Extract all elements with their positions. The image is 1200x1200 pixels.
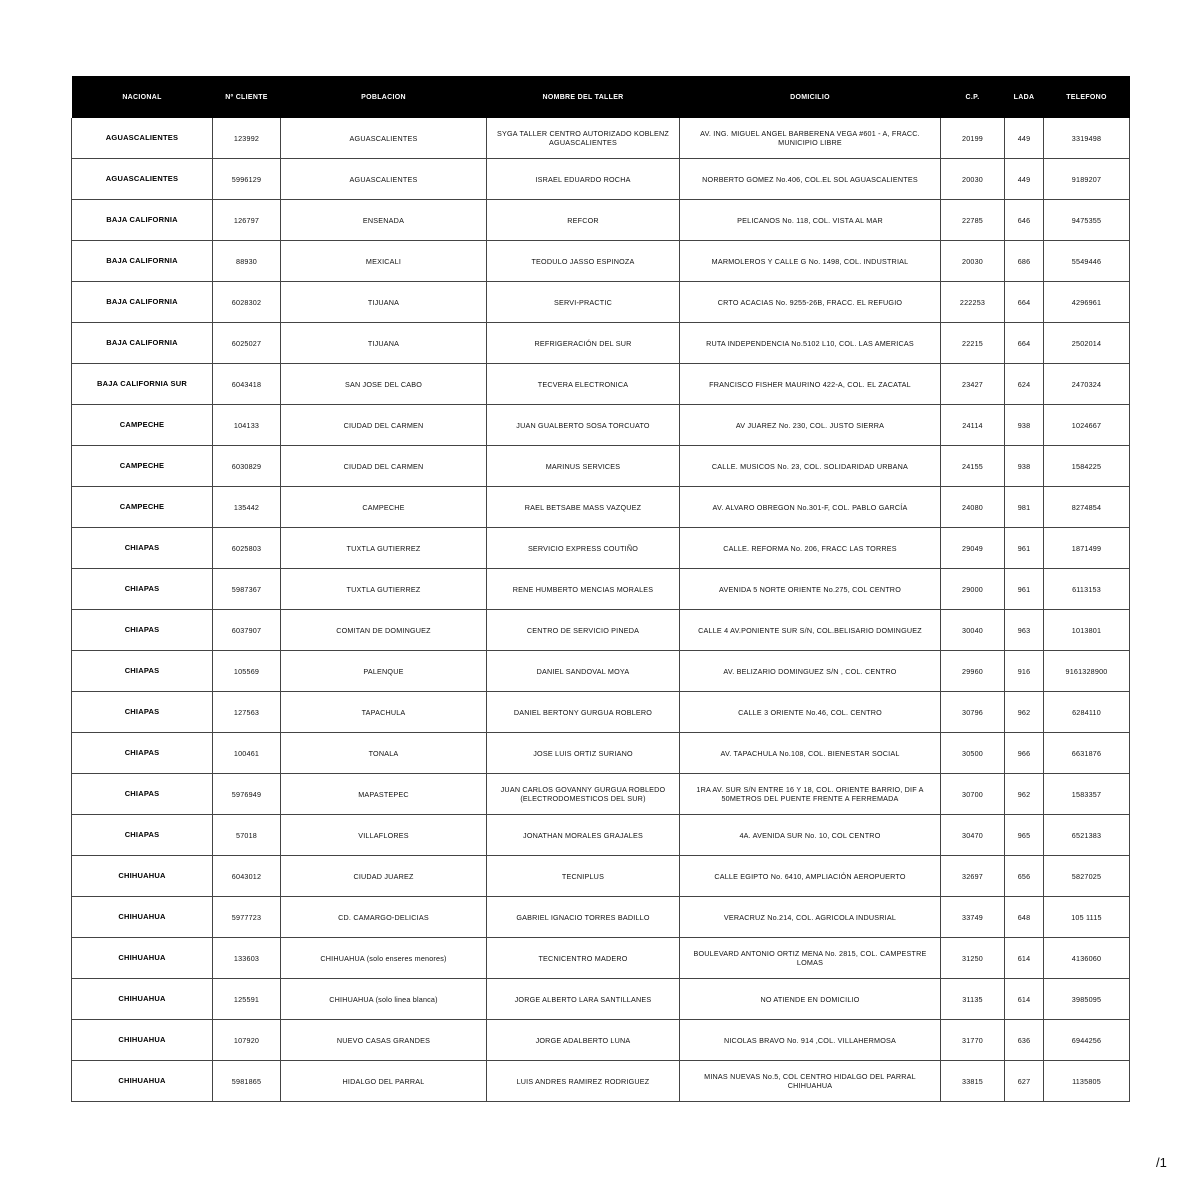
table-row	[72, 815, 1130, 856]
area-code-cell: 636	[1005, 1020, 1044, 1061]
phone-cell: 2502014	[1044, 323, 1130, 364]
state-cell: CHIAPAS	[72, 774, 213, 815]
header-telefono: TELEFONO	[1044, 76, 1130, 118]
address-cell: NICOLAS BRAVO No. 914 ,COL. VILLAHERMOSA	[680, 1020, 941, 1061]
city-cell: CHIHUAHUA (solo enseres menores)	[281, 938, 487, 979]
client-number-cell: 6043012	[213, 856, 281, 897]
workshop-name-cell: TEODULO JASSO ESPINOZA	[487, 241, 680, 282]
area-code-cell: 966	[1005, 733, 1044, 774]
address-cell: AV. ALVARO OBREGON No.301-F, COL. PABLO GARCÍA	[680, 487, 941, 528]
header-lada: LADA	[1005, 76, 1044, 118]
workshop-name-cell: DANIEL SANDOVAL MOYA	[487, 651, 680, 692]
state-cell: CHIAPAS	[72, 610, 213, 651]
postal-code-cell: 23427	[941, 364, 1005, 405]
table-row	[72, 1020, 1130, 1061]
postal-code-cell: 20030	[941, 159, 1005, 200]
service-centers-table-container	[71, 76, 1129, 1102]
client-number-cell: 88930	[213, 241, 281, 282]
phone-cell: 9475355	[1044, 200, 1130, 241]
area-code-cell: 656	[1005, 856, 1044, 897]
phone-cell: 1024667	[1044, 405, 1130, 446]
city-cell: CD. CAMARGO-DELICIAS	[281, 897, 487, 938]
client-number-cell: 5981865	[213, 1061, 281, 1102]
address-cell: PELICANOS No. 118, COL. VISTA AL MAR	[680, 200, 941, 241]
area-code-cell: 664	[1005, 282, 1044, 323]
city-cell: MEXICALI	[281, 241, 487, 282]
state-cell: CHIHUAHUA	[72, 856, 213, 897]
area-code-cell: 627	[1005, 1061, 1044, 1102]
city-cell: ENSENADA	[281, 200, 487, 241]
area-code-cell: 962	[1005, 774, 1044, 815]
client-number-cell: 5976949	[213, 774, 281, 815]
address-cell: AV. TAPACHULA No.108, COL. BIENESTAR SOCIAL	[680, 733, 941, 774]
workshop-name-cell: JORGE ALBERTO LARA SANTILLANES	[487, 979, 680, 1020]
client-number-cell: 6025803	[213, 528, 281, 569]
service-centers-table	[71, 76, 1130, 1102]
workshop-name-cell: TECVERA ELECTRONICA	[487, 364, 680, 405]
city-cell: PALENQUE	[281, 651, 487, 692]
city-cell: TIJUANA	[281, 282, 487, 323]
phone-cell: 6284110	[1044, 692, 1130, 733]
client-number-cell: 133603	[213, 938, 281, 979]
area-code-cell: 965	[1005, 815, 1044, 856]
table-row	[72, 528, 1130, 569]
client-number-cell: 125591	[213, 979, 281, 1020]
area-code-cell: 614	[1005, 938, 1044, 979]
city-cell: TONALA	[281, 733, 487, 774]
table-row	[72, 405, 1130, 446]
address-cell: AVENIDA 5 NORTE ORIENTE No.275, COL CENTRO	[680, 569, 941, 610]
workshop-name-cell: RAEL BETSABE MASS VAZQUEZ	[487, 487, 680, 528]
area-code-cell: 686	[1005, 241, 1044, 282]
workshop-name-cell: SERVI-PRACTIC	[487, 282, 680, 323]
state-cell: CHIAPAS	[72, 651, 213, 692]
postal-code-cell: 30796	[941, 692, 1005, 733]
state-cell: CHIAPAS	[72, 528, 213, 569]
postal-code-cell: 31135	[941, 979, 1005, 1020]
state-cell: CAMPECHE	[72, 446, 213, 487]
postal-code-cell: 24114	[941, 405, 1005, 446]
postal-code-cell: 20199	[941, 118, 1005, 159]
state-cell: CHIHUAHUA	[72, 1061, 213, 1102]
table-row	[72, 159, 1130, 200]
table-row	[72, 1061, 1130, 1102]
table-row	[72, 241, 1130, 282]
header-nombre-taller: NOMBRE DEL TALLER	[487, 76, 680, 118]
phone-cell: 6113153	[1044, 569, 1130, 610]
phone-cell: 1583357	[1044, 774, 1130, 815]
phone-cell: 6944256	[1044, 1020, 1130, 1061]
area-code-cell: 938	[1005, 446, 1044, 487]
address-cell: AV JUAREZ No. 230, COL. JUSTO SIERRA	[680, 405, 941, 446]
city-cell: TUXTLA GUTIERREZ	[281, 528, 487, 569]
table-body	[72, 118, 1130, 1102]
area-code-cell: 624	[1005, 364, 1044, 405]
table-row	[72, 118, 1130, 159]
phone-cell: 9161328900	[1044, 651, 1130, 692]
workshop-name-cell: CENTRO DE SERVICIO PINEDA	[487, 610, 680, 651]
address-cell: MINAS NUEVAS No.5, COL CENTRO HIDALGO DEL PARRAL CHIHUAHUA	[680, 1061, 941, 1102]
phone-cell: 5549446	[1044, 241, 1130, 282]
city-cell: HIDALGO DEL PARRAL	[281, 1061, 487, 1102]
city-cell: CAMPECHE	[281, 487, 487, 528]
address-cell: VERACRUZ No.214, COL. AGRICOLA INDUSRIAL	[680, 897, 941, 938]
phone-cell: 3985095	[1044, 979, 1130, 1020]
state-cell: CHIHUAHUA	[72, 938, 213, 979]
table-row	[72, 897, 1130, 938]
client-number-cell: 135442	[213, 487, 281, 528]
workshop-name-cell: JUAN CARLOS GOVANNY GURGUA ROBLEDO (ELECTRODOMESTICOS DEL SUR)	[487, 774, 680, 815]
workshop-name-cell: REFRIGERACIÓN DEL SUR	[487, 323, 680, 364]
city-cell: CIUDAD JUAREZ	[281, 856, 487, 897]
city-cell: CIUDAD DEL CARMEN	[281, 405, 487, 446]
workshop-name-cell: JONATHAN MORALES GRAJALES	[487, 815, 680, 856]
phone-cell: 4136060	[1044, 938, 1130, 979]
state-cell: BAJA CALIFORNIA	[72, 200, 213, 241]
city-cell: AGUASCALIENTES	[281, 159, 487, 200]
phone-cell: 6521383	[1044, 815, 1130, 856]
phone-cell: 1871499	[1044, 528, 1130, 569]
postal-code-cell: 30500	[941, 733, 1005, 774]
header-domicilio: DOMICILIO	[680, 76, 941, 118]
postal-code-cell: 31250	[941, 938, 1005, 979]
phone-cell: 1135805	[1044, 1061, 1130, 1102]
state-cell: CHIHUAHUA	[72, 979, 213, 1020]
phone-cell: 6631876	[1044, 733, 1130, 774]
header-poblacion: POBLACION	[281, 76, 487, 118]
table-row	[72, 979, 1130, 1020]
postal-code-cell: 29049	[941, 528, 1005, 569]
postal-code-cell: 20030	[941, 241, 1005, 282]
state-cell: CHIHUAHUA	[72, 1020, 213, 1061]
address-cell: FRANCISCO FISHER MAURINO 422-A, COL. EL ZACATAL	[680, 364, 941, 405]
table-row	[72, 610, 1130, 651]
client-number-cell: 6043418	[213, 364, 281, 405]
phone-cell: 105 1115	[1044, 897, 1130, 938]
table-row	[72, 200, 1130, 241]
city-cell: SAN JOSE DEL CABO	[281, 364, 487, 405]
address-cell: NORBERTO GOMEZ No.406, COL.EL SOL AGUASCALIENTES	[680, 159, 941, 200]
postal-code-cell: 29960	[941, 651, 1005, 692]
client-number-cell: 57018	[213, 815, 281, 856]
postal-code-cell: 30700	[941, 774, 1005, 815]
client-number-cell: 5977723	[213, 897, 281, 938]
client-number-cell: 6030829	[213, 446, 281, 487]
area-code-cell: 916	[1005, 651, 1044, 692]
postal-code-cell: 33815	[941, 1061, 1005, 1102]
phone-cell: 1013801	[1044, 610, 1130, 651]
client-number-cell: 105569	[213, 651, 281, 692]
client-number-cell: 100461	[213, 733, 281, 774]
address-cell: CALLE 4 AV.PONIENTE SUR S/N, COL.BELISARIO DOMINGUEZ	[680, 610, 941, 651]
address-cell: MARMOLEROS Y CALLE G No. 1498, COL. INDUSTRIAL	[680, 241, 941, 282]
workshop-name-cell: JORGE ADALBERTO LUNA	[487, 1020, 680, 1061]
state-cell: AGUASCALIENTES	[72, 159, 213, 200]
workshop-name-cell: RENE HUMBERTO MENCIAS MORALES	[487, 569, 680, 610]
city-cell: TIJUANA	[281, 323, 487, 364]
postal-code-cell: 30040	[941, 610, 1005, 651]
area-code-cell: 449	[1005, 159, 1044, 200]
workshop-name-cell: JUAN GUALBERTO SOSA TORCUATO	[487, 405, 680, 446]
postal-code-cell: 24080	[941, 487, 1005, 528]
address-cell: CALLE 3 ORIENTE No.46, COL. CENTRO	[680, 692, 941, 733]
workshop-name-cell: LUIS ANDRES RAMIREZ RODRIGUEZ	[487, 1061, 680, 1102]
workshop-name-cell: TECNIPLUS	[487, 856, 680, 897]
postal-code-cell: 22785	[941, 200, 1005, 241]
area-code-cell: 614	[1005, 979, 1044, 1020]
workshop-name-cell: MARINUS SERVICES	[487, 446, 680, 487]
state-cell: BAJA CALIFORNIA	[72, 282, 213, 323]
area-code-cell: 938	[1005, 405, 1044, 446]
city-cell: AGUASCALIENTES	[281, 118, 487, 159]
area-code-cell: 981	[1005, 487, 1044, 528]
header-cliente: Nº CLIENTE	[213, 76, 281, 118]
phone-cell: 3319498	[1044, 118, 1130, 159]
table-row	[72, 323, 1130, 364]
address-cell: NO ATIENDE EN DOMICILIO	[680, 979, 941, 1020]
table-row	[72, 856, 1130, 897]
city-cell: VILLAFLORES	[281, 815, 487, 856]
state-cell: BAJA CALIFORNIA	[72, 323, 213, 364]
state-cell: BAJA CALIFORNIA	[72, 241, 213, 282]
workshop-name-cell: DANIEL BERTONY GURGUA ROBLERO	[487, 692, 680, 733]
table-row	[72, 446, 1130, 487]
table-row	[72, 487, 1130, 528]
state-cell: CHIAPAS	[72, 733, 213, 774]
client-number-cell: 123992	[213, 118, 281, 159]
workshop-name-cell: JOSE LUIS ORTIZ SURIANO	[487, 733, 680, 774]
city-cell: TAPACHULA	[281, 692, 487, 733]
city-cell: TUXTLA GUTIERREZ	[281, 569, 487, 610]
client-number-cell: 127563	[213, 692, 281, 733]
address-cell: 4A. AVENIDA SUR No. 10, COL CENTRO	[680, 815, 941, 856]
postal-code-cell: 29000	[941, 569, 1005, 610]
area-code-cell: 664	[1005, 323, 1044, 364]
client-number-cell: 6037907	[213, 610, 281, 651]
area-code-cell: 648	[1005, 897, 1044, 938]
client-number-cell: 5987367	[213, 569, 281, 610]
table-row	[72, 651, 1130, 692]
workshop-name-cell: REFCOR	[487, 200, 680, 241]
address-cell: CALLE. MUSICOS No. 23, COL. SOLIDARIDAD URBANA	[680, 446, 941, 487]
area-code-cell: 961	[1005, 569, 1044, 610]
address-cell: AV. BELIZARIO DOMINGUEZ S/N , COL. CENTRO	[680, 651, 941, 692]
workshop-name-cell: SYGA TALLER CENTRO AUTORIZADO KOBLENZ AGUASCALIENTES	[487, 118, 680, 159]
address-cell: CRTO ACACIAS No. 9255-26B, FRACC. EL REFUGIO	[680, 282, 941, 323]
city-cell: NUEVO CASAS GRANDES	[281, 1020, 487, 1061]
page-number: /1	[1156, 1155, 1167, 1170]
postal-code-cell: 30470	[941, 815, 1005, 856]
phone-cell: 2470324	[1044, 364, 1130, 405]
state-cell: AGUASCALIENTES	[72, 118, 213, 159]
header-row	[72, 76, 1130, 118]
table-row	[72, 774, 1130, 815]
phone-cell: 1584225	[1044, 446, 1130, 487]
city-cell: CIUDAD DEL CARMEN	[281, 446, 487, 487]
city-cell: COMITAN DE DOMINGUEZ	[281, 610, 487, 651]
state-cell: CHIAPAS	[72, 569, 213, 610]
address-cell: RUTA INDEPENDENCIA No.5102 L10, COL. LAS AMERICAS	[680, 323, 941, 364]
phone-cell: 4296961	[1044, 282, 1130, 323]
postal-code-cell: 31770	[941, 1020, 1005, 1061]
address-cell: CALLE. REFORMA No. 206, FRACC LAS TORRES	[680, 528, 941, 569]
table-row	[72, 938, 1130, 979]
address-cell: CALLE EGIPTO No. 6410, AMPLIACIÓN AEROPUERTO	[680, 856, 941, 897]
postal-code-cell: 24155	[941, 446, 1005, 487]
header-cp: C.P.	[941, 76, 1005, 118]
workshop-name-cell: ISRAEL EDUARDO ROCHA	[487, 159, 680, 200]
phone-cell: 9189207	[1044, 159, 1130, 200]
city-cell: MAPASTEPEC	[281, 774, 487, 815]
postal-code-cell: 222253	[941, 282, 1005, 323]
postal-code-cell: 33749	[941, 897, 1005, 938]
area-code-cell: 962	[1005, 692, 1044, 733]
client-number-cell: 5996129	[213, 159, 281, 200]
table-row	[72, 569, 1130, 610]
state-cell: CHIHUAHUA	[72, 897, 213, 938]
state-cell: BAJA CALIFORNIA SUR	[72, 364, 213, 405]
postal-code-cell: 32697	[941, 856, 1005, 897]
state-cell: CHIAPAS	[72, 815, 213, 856]
table-row	[72, 692, 1130, 733]
header-nacional: NACIONAL	[72, 76, 213, 118]
area-code-cell: 963	[1005, 610, 1044, 651]
state-cell: CAMPECHE	[72, 405, 213, 446]
state-cell: CHIAPAS	[72, 692, 213, 733]
area-code-cell: 449	[1005, 118, 1044, 159]
area-code-cell: 646	[1005, 200, 1044, 241]
area-code-cell: 961	[1005, 528, 1044, 569]
workshop-name-cell: SERVICIO EXPRESS COUTIÑO	[487, 528, 680, 569]
workshop-name-cell: TECNICENTRO MADERO	[487, 938, 680, 979]
address-cell: AV. ING. MIGUEL ANGEL BARBERENA VEGA #601 - A, FRACC. MUNICIPIO LIBRE	[680, 118, 941, 159]
table-row	[72, 733, 1130, 774]
client-number-cell: 107920	[213, 1020, 281, 1061]
client-number-cell: 6025027	[213, 323, 281, 364]
table-header	[72, 76, 1130, 118]
client-number-cell: 126797	[213, 200, 281, 241]
postal-code-cell: 22215	[941, 323, 1005, 364]
table-row	[72, 364, 1130, 405]
state-cell: CAMPECHE	[72, 487, 213, 528]
phone-cell: 5827025	[1044, 856, 1130, 897]
client-number-cell: 104133	[213, 405, 281, 446]
phone-cell: 8274854	[1044, 487, 1130, 528]
city-cell: CHIHUAHUA (solo linea blanca)	[281, 979, 487, 1020]
client-number-cell: 6028302	[213, 282, 281, 323]
address-cell: 1RA AV. SUR S/N ENTRE 16 Y 18, COL. ORIENTE BARRIO, DIF A 50METROS DEL PUENTE FRENTE A FERREMADA	[680, 774, 941, 815]
address-cell: BOULEVARD ANTONIO ORTIZ MENA No. 2815, COL. CAMPESTRE LOMAS	[680, 938, 941, 979]
table-row	[72, 282, 1130, 323]
workshop-name-cell: GABRIEL IGNACIO TORRES BADILLO	[487, 897, 680, 938]
